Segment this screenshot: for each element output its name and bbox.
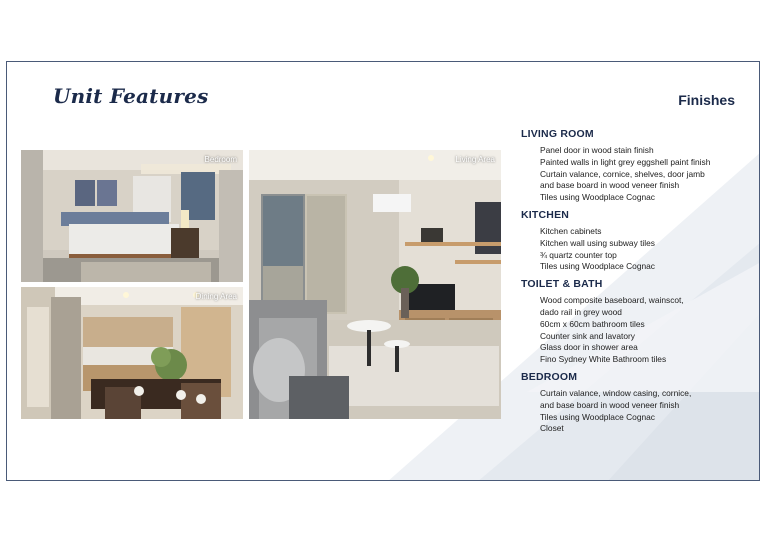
list-item: Tiles using Woodplace Cognac xyxy=(540,192,655,203)
section-title: LIVING ROOM xyxy=(521,128,594,140)
list-item: and base board in wood veneer finish xyxy=(540,399,680,410)
living-label: Living Area xyxy=(455,155,495,164)
section-items xyxy=(540,226,751,273)
list-item: Closet xyxy=(540,423,564,434)
list-item: Tiles using Woodplace Cognac xyxy=(540,261,655,272)
section-title: TOILET & BATH xyxy=(521,278,603,291)
page-title: Unit Features xyxy=(53,84,209,108)
finishes-section-kitchen xyxy=(521,209,751,273)
list-item: Glass door in shower area xyxy=(540,342,638,353)
finishes-list xyxy=(521,128,751,440)
list-item: Tiles using Woodplace Cognac xyxy=(540,411,655,422)
section-items xyxy=(540,295,751,366)
list-item: Panel door in wood stain finish xyxy=(540,145,654,155)
list-item: Curtain valance, cornice, shelves, door jamb xyxy=(540,168,705,179)
section-title: KITCHEN xyxy=(521,208,570,221)
list-item: 60cm x 60cm bathroom tiles xyxy=(540,318,645,329)
bedroom-photo xyxy=(21,150,243,282)
list-item: Fino Sydney White Bathroom tiles xyxy=(540,354,667,365)
list-item: Counter sink and lavatory xyxy=(540,330,635,341)
list-item: Curtain valance, window casing, cornice, xyxy=(540,387,692,398)
section-items xyxy=(540,145,751,204)
list-item: Kitchen wall using subway tiles xyxy=(540,237,655,248)
living-photo xyxy=(249,150,501,419)
section-items xyxy=(540,388,751,435)
list-item: Wood composite baseboard, wainscot, xyxy=(540,295,684,306)
section-title: BEDROOM xyxy=(521,370,578,383)
list-item: ¾ quartz counter top xyxy=(540,249,617,260)
bedroom-label: Bedroom xyxy=(204,155,237,164)
finishes-heading: Finishes xyxy=(678,92,735,108)
list-item: Kitchen cabinets xyxy=(540,225,602,236)
content-frame xyxy=(6,61,760,481)
list-item: and base board in wood veneer finish xyxy=(540,180,680,191)
finishes-section-bedroom xyxy=(521,371,751,435)
finishes-section-toilet-bath xyxy=(521,278,751,366)
list-item: Painted walls in light grey eggshell paint finish xyxy=(540,156,711,167)
finishes-section-living-room xyxy=(521,128,751,204)
list-item: dado rail in grey wood xyxy=(540,306,622,317)
dining-label: Dining Area xyxy=(195,292,237,301)
dining-photo xyxy=(21,287,243,419)
